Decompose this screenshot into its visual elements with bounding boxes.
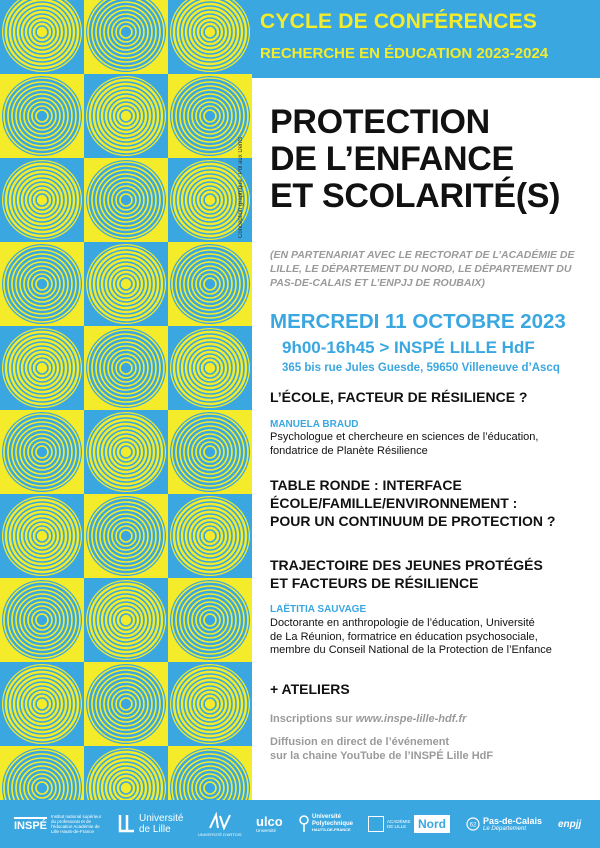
concentric-circle: [170, 412, 250, 492]
partnership-note: (EN PARTENARIAT AVEC LE RECTORAT DE L’ACADÉMIE DE LILLE, LE DÉPARTEMENT DU NORD, LE DÉPARTEMENT DU PAS-DE-CALAIS ET L’ENPJJ DE ROUBAIX): [270, 249, 575, 289]
concentric-circle: [170, 244, 250, 324]
concentric-circle: [86, 160, 166, 240]
talk2-title-line-1: TRAJECTOIRE DES JEUNES PROTÉGÉS: [270, 557, 543, 573]
talk1-speaker: MANUELA BRAUD: [270, 419, 359, 430]
enpjj-wordmark: enpjj: [558, 818, 582, 830]
ulco-logo: [256, 800, 283, 848]
concentric-circle: [86, 580, 166, 660]
event-address: 365 bis rue Jules Guesde, 59650 Villeneuve d’Ascq: [282, 362, 560, 374]
talk2-bio-line-1: Doctorante en anthropologie de l’éducation, Université: [270, 617, 535, 629]
round-table-title: [270, 476, 555, 530]
artois-text: UNIVERSITÉ D'ARTOIS: [198, 831, 242, 837]
concentric-circle: [86, 328, 166, 408]
broadcast-line-1: Diffusion en direct de l’événement: [270, 736, 450, 748]
universite-artois-logo: [198, 800, 242, 848]
concentric-circle: [86, 412, 166, 492]
ulille-mark-icon: [118, 813, 136, 835]
talk2-speaker: LAËTITIA SAUVAGE: [270, 604, 367, 615]
concentric-circle: [2, 244, 82, 324]
concentric-circle: [170, 496, 250, 576]
talk1-bio-line-2: fondatrice de Planète Résilience: [270, 444, 428, 457]
concentric-circle: [170, 328, 250, 408]
concentric-circle: [86, 244, 166, 324]
concentric-circle: [2, 496, 82, 576]
concentric-circle: [170, 664, 250, 744]
nord-logo: [414, 800, 450, 848]
registration: [270, 712, 595, 726]
uphf-line-1: Université: [312, 814, 342, 821]
concentric-circle: [2, 580, 82, 660]
title-line-2: DE L’ENFANCE: [270, 140, 514, 178]
uphf-line-2: Polytechnique: [312, 820, 354, 827]
concentric-circle: [2, 76, 82, 156]
talk1-title: L’ÉCOLE, FACTEUR DE RÉSILIENCE ?: [270, 389, 528, 405]
registration-link[interactable]: www.inspe-lille-hdf.fr: [355, 713, 467, 725]
universite-de-lille-logo: [118, 800, 183, 848]
cycle-subtitle: RECHERCHE EN ÉDUCATION 2023-2024: [260, 45, 549, 62]
uphf-logo: [298, 800, 353, 848]
talk2-title: [270, 556, 543, 592]
round-table-line-2: ÉCOLE/FAMILLE/ENVIRONNEMENT :: [270, 495, 518, 511]
svg-text:62: 62: [469, 822, 477, 829]
concentric-circle: [86, 76, 166, 156]
cycle-title: CYCLE DE CONFÉRENCES: [260, 10, 538, 33]
ulco-subtitle: Université: [256, 827, 277, 833]
header-banner: [252, 0, 600, 78]
design-credit: Conception graphique : Pôl aux Dents: [238, 136, 244, 238]
academie-lille-logo: [368, 800, 411, 848]
talk2-bio-line-2: de La Réunion, formatrice en éducation psychosociale,: [270, 630, 538, 643]
title-line-3: ET SCOLARITÉ(S): [270, 177, 561, 215]
partner-logos-footer: [0, 800, 600, 848]
nord-wordmark: Nord: [414, 815, 450, 833]
round-table-line-3: POUR UN CONTINUUM DE PROTECTION ?: [270, 513, 556, 529]
workshops: + ATELIERS: [270, 681, 350, 697]
concentric-circle: [86, 496, 166, 576]
pdc-62-icon: [466, 817, 480, 831]
pdc-line-1: Pas-de-Calais: [483, 816, 543, 826]
concentric-circle: [2, 664, 82, 744]
concentric-circle: [86, 664, 166, 744]
inspe-subtitle: Institut national supérieur du professorat et de l'éducation Académie de Lille Hauts-de-France: [51, 814, 102, 834]
pdc-line-2: Le Département: [483, 826, 527, 832]
ulco-wordmark: ulco: [256, 813, 283, 829]
event-time-place: 9h00-16h45 > INSPÉ LILLE HdF: [282, 338, 535, 357]
artois-mark-icon: [206, 812, 234, 832]
marianne-icon: [368, 816, 384, 832]
talk2-bio: [270, 617, 595, 658]
talk1-bio: [270, 431, 595, 458]
pas-de-calais-logo: [466, 800, 542, 848]
page-title: [270, 104, 560, 215]
enpjj-logo: [558, 800, 581, 848]
academie-text: ACADÉMIE DE LILLE: [387, 819, 411, 829]
registration-prefix: Inscriptions sur: [270, 713, 356, 725]
inspe-wordmark: INSPÉ: [14, 817, 47, 832]
concentric-circle: [2, 160, 82, 240]
broadcast-info: [270, 735, 595, 763]
round-table-line-1: TABLE RONDE : INTERFACE: [270, 477, 462, 493]
inspe-logo: [14, 800, 105, 848]
event-date: MERCREDI 11 OCTOBRE 2023: [270, 310, 566, 333]
talk2-title-line-2: ET FACTEURS DE RÉSILIENCE: [270, 575, 479, 591]
uphf-line-3: HAUTS-DE-FRANCE: [312, 827, 351, 833]
concentric-circle: [170, 580, 250, 660]
concentric-circle: [2, 412, 82, 492]
concentric-circle: [2, 328, 82, 408]
ulille-line-2: de Lille: [139, 824, 171, 835]
broadcast-line-2: sur la chaine YouTube de l’INSPÉ Lille HdF: [270, 750, 494, 762]
talk1-bio-line-1: Psychologue et chercheure en sciences de l’éducation,: [270, 431, 539, 443]
title-line-1: PROTECTION: [270, 103, 490, 141]
ulille-line-1: Université: [139, 813, 184, 824]
uphf-mark-icon: [298, 815, 310, 833]
talk2-bio-line-3: membre du Conseil National de la Protection de l’Enfance: [270, 644, 552, 656]
concentric-circles-pattern: [0, 0, 252, 800]
